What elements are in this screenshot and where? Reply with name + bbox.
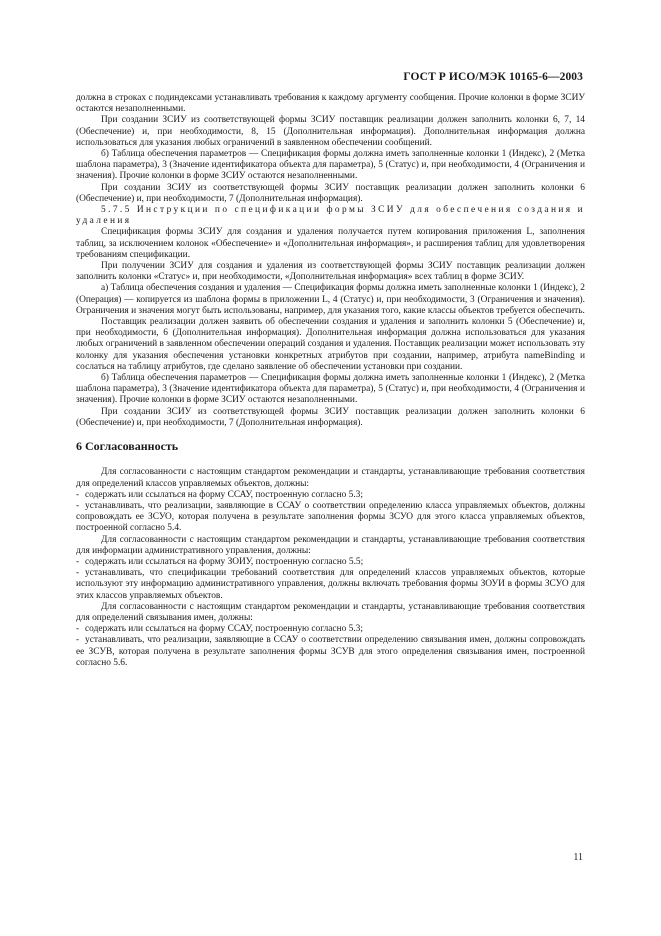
paragraph: При создании ЗСИУ из соответствующей формы ЗСИУ поставщик реализации должен заполнить колонки 6, 7, 14 (Обеспечение) и, при необходимости, 8, 15 (Дополнительная информация). Дополнительная информация должна использоваться для указания любых ограничений в заявленном обеспечении сообщений. — [76, 115, 585, 148]
list-item-text: содержать или ссылаться на форму ССАУ, построенную согласно 5.3; — [85, 489, 363, 500]
list-marker: - — [76, 489, 80, 500]
paragraph: Поставщик реализации должен заявить об обеспечении создания и удаления и заполнить колонки 5 (Обеспечение) и, при необходимости, 6 (Дополнительная информация). Дополнительная информация должна использоваться для указания любых ограничений в заявленном обеспечении операций создания и удаления. Поставщик реализации может использовать эту колонку для указания обеспечения установки конкретных атрибутов при создании, например, атрибута nameBinding и сослаться на таблицу атрибутов, где сделано заявление об обеспечении установки при создании. — [76, 317, 585, 372]
page-body — [76, 93, 585, 669]
page-header: ГОСТ Р ИСО/МЭК 10165-6—2003 — [403, 71, 583, 83]
list-item — [76, 490, 585, 501]
list-item-text: содержать или ссылаться на форму ЗОИУ, построенную согласно 5.5; — [85, 556, 364, 567]
paragraph: б) Таблица обеспечения параметров — Спецификация формы должна иметь заполненные колонки 1 (Индекс), 2 (Метка шаблона параметра), 3 (Значение идентификатора объекта для параметра), 5 (Статус) и, при необходимости, 4 (Ограничения и значения). Прочие колонки в форме ЗСИУ остаются незаполненными. — [76, 373, 585, 406]
paragraph: 5.7.5 Инструкции по спецификации формы ЗСИУ для обеспечения создания и удаления — [76, 205, 585, 227]
paragraph: должна в строках с подиндексами устанавливать требования к каждому аргументу сообщения. Прочие колонки в форме ЗСИУ остаются незаполненными. — [76, 93, 585, 115]
list-marker: - — [76, 624, 80, 635]
list-item — [76, 568, 585, 602]
list-item — [76, 624, 585, 635]
list-item-text: устанавливать, что реализации, заявляющие в ССАУ о соответствии определению класса управляемых объектов, должны сопровождать ее ЗСУО, которая получена в результате заполнения формы ЗСУО для этого класса управляемых объектов, построенной согласно 5.4. — [76, 500, 585, 534]
paragraph: Для согласованности с настоящим стандартом рекомендации и стандарты, устанавливающие требования соответствия для информации административного управления, должны: — [76, 534, 585, 556]
list-marker: - — [76, 635, 80, 646]
paragraph: а) Таблица обеспечения создания и удаления — Спецификация формы должна иметь заполненные колонки 1 (Индекс), 2 (Операция) — копируется из шаблона формы в приложении L, 4 (Статус) и, при необходимости, 3 (Ограничения и значения). Ограничения и значения могут быть использованы, например, для указания того, какие классы объектов требуется обеспечить. — [76, 283, 585, 316]
list-item — [76, 635, 585, 669]
list-marker: - — [76, 556, 80, 567]
section-heading: 6 Согласованность — [76, 439, 179, 454]
list-marker: - — [76, 568, 80, 579]
list-item — [76, 557, 585, 568]
list-item-text: устанавливать, что спецификации требований соответствия для определений классов управляемых объектов, которые используют эту информацию административного управления, должны включать требования формы ЗОУИ в формы ЗСУО для этих классов управляемых объектов. — [76, 568, 585, 601]
paragraph: Для согласованности с настоящим стандартом рекомендации и стандарты, устанавливающие требования соответствия для определений связывания имен, должны: — [76, 601, 585, 623]
paragraph: б) Таблица обеспечения параметров — Спецификация формы должна иметь заполненные колонки 1 (Индекс), 2 (Метка шаблона параметра), 3 (Значение идентификатора объекта для параметра), 5 (Статус) и, при необходимости, 4 (Ограничения и значения). Прочие колонки в форме ЗСИУ остаются незаполненными. — [76, 149, 585, 182]
paragraph: При создании ЗСИУ из соответствующей формы ЗСИУ поставщик реализации должен заполнить колонки 6 (Обеспечение) и, при необходимости, 7 (Дополнительная информация). — [76, 406, 585, 428]
paragraph: Спецификация формы ЗСИУ для создания и удаления получается путем копирования приложения L, заполнения таблиц, за исключением колонок «Обеспечение» и «Дополнительная информация», и расширения таблиц для удовлетворения требованиям спецификации. — [76, 227, 585, 260]
body-paragraphs — [76, 93, 585, 429]
paragraph: Для согласованности с настоящим стандартом рекомендации и стандарты, устанавливающие требования соответствия для определений классов управляемых объектов, должны: — [76, 467, 585, 489]
list-item — [76, 501, 585, 535]
paragraph: При получении ЗСИУ для создания и удаления из соответствующей формы ЗСИУ поставщик реализации должен заполнить колонки «Статус» и, при необходимости, «Дополнительная информация» всех таблиц в форме ЗСИУ. — [76, 261, 585, 283]
list-item-text: устанавливать, что реализации, заявляющие в ССАУ о соответствии определению связывания имен, должны сопровождать ее ЗСУВ, которая получена в результате заполнения формы ЗСУВ для этого определения связывания имен, построенной согласно 5.6. — [76, 635, 585, 668]
section-paragraphs — [76, 467, 585, 669]
list-item-text: содержать или ссылаться на форму ССАУ, построенную согласно 5.3; — [85, 624, 363, 635]
list-marker: - — [76, 500, 80, 511]
page-number: 11 — [573, 852, 583, 863]
paragraph: При создании ЗСИУ из соответствующей формы ЗСИУ поставщик реализации должен заполнить колонки 6 (Обеспечение) и, при необходимости, 7 (Дополнительная информация). — [76, 182, 585, 204]
